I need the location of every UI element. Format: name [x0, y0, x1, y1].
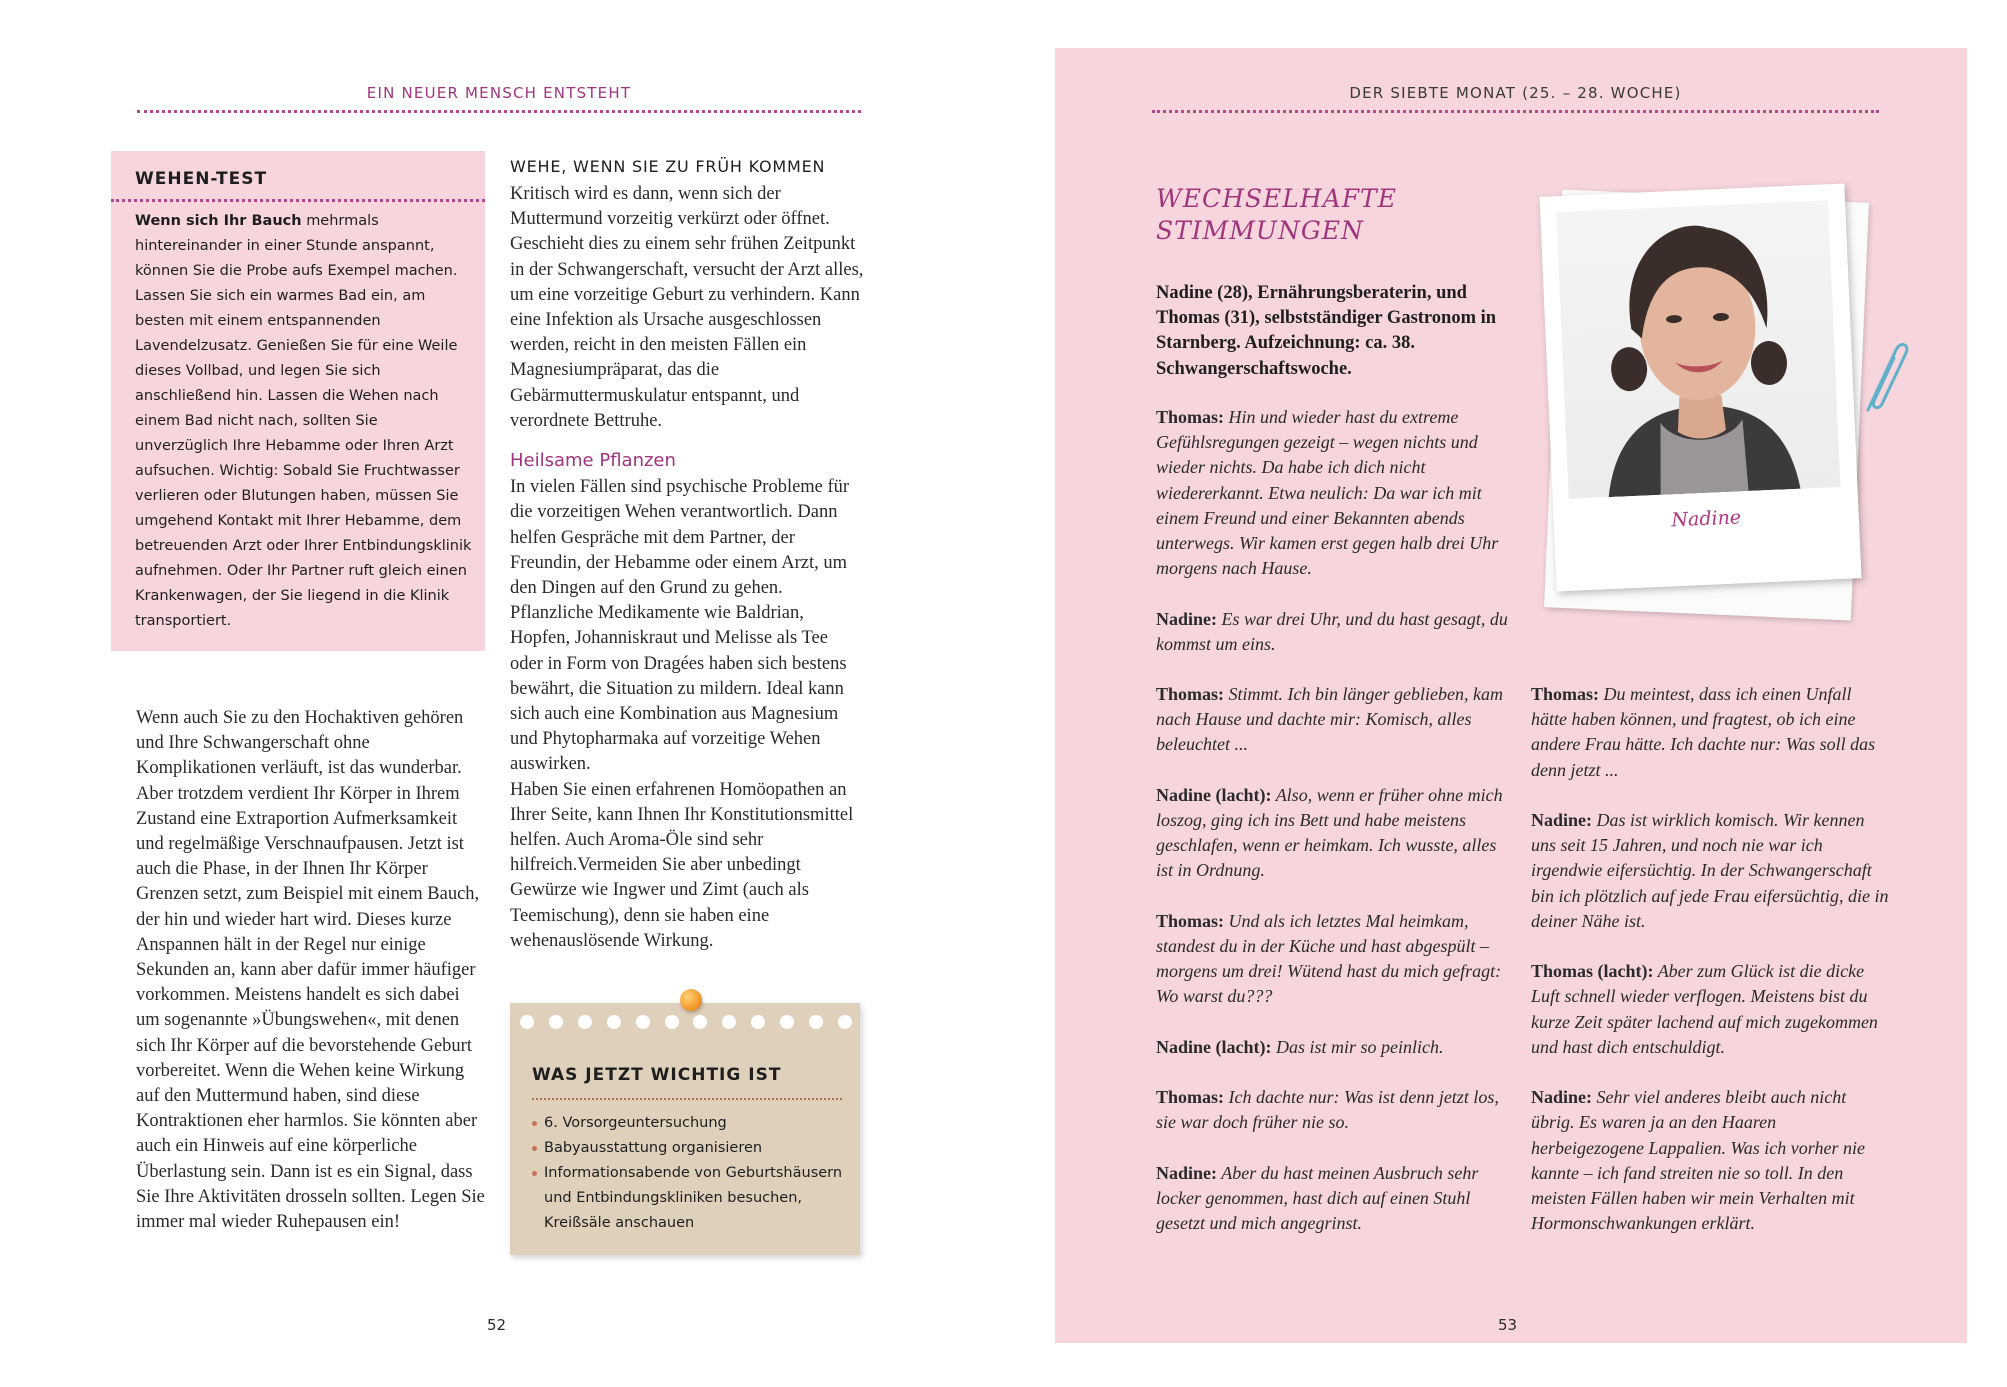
box-title: WEHEN-TEST: [135, 169, 268, 189]
dialog-entry: Nadine: Aber du hast meinen Ausbruch sehr locker genommen, hast dich auf einen Stuhl gesetzt und mich angegrinst.: [1156, 1162, 1479, 1234]
page-number-right: 53: [1498, 1316, 1518, 1334]
dialog-entry: Thomas: Und als ich letztes Mal heimkam, standest du in der Küche und hast abgespült – morgens um drei! Wütend hast du mich gefragt: Wo warst du???: [1156, 910, 1502, 1007]
note-list: [532, 1111, 852, 1236]
photo-caption: Nadine: [1670, 506, 1742, 532]
dialog-entry: Nadine: Sehr viel anderes bleibt auch nicht übrig. Es waren ja an den Haaren herbeigezogene Lappalien. Was ich vorher nie kannte – ich fand streiten nie so toll. In den meisten Fällen haben wir mein Verhalten mit Hormonschwankungen erklärt.: [1531, 1087, 1865, 1234]
section-heading-early-labor: WEHE, WENN SIE ZU FRÜH KOMMEN: [510, 157, 826, 176]
mid-column-text: [510, 182, 864, 954]
portrait-photo: [1556, 200, 1840, 499]
polaroid-photo: [1540, 184, 1862, 592]
header-divider-right: [1152, 110, 1879, 113]
todo-note: [510, 1003, 860, 1255]
wehen-test-box: [111, 151, 485, 651]
paperclip-icon: [1860, 338, 1910, 418]
note-title: WAS JETZT WICHTIG IST: [532, 1065, 782, 1085]
dialog-column-right: [1531, 682, 1891, 1262]
pushpin-icon: [680, 989, 702, 1011]
section-text-plants-2: Haben Sie einen erfahrenen Homöopathen an Ihrer Seite, kann Ihnen Ihr Konstitutionsmittel helfen. Auch Aroma-Öle sind sehr hilfreich.Vermeiden Sie aber unbedingt Gewürze wie Ingwer und Zimt (auch als Teemischung), denn sie haben eine wehenauslösende Wirkung.: [510, 779, 854, 951]
note-holes: [520, 1015, 852, 1029]
portrait-illustration: [1556, 200, 1840, 499]
dialog-entry: Nadine (lacht): Das ist mir so peinlich.: [1156, 1036, 1444, 1057]
running-head-right: DER SIEBTE MONAT (25. – 28. WOCHE): [1349, 84, 1682, 102]
dialog-entry: Nadine (lacht): Also, wenn er früher ohne mich loszog, ging ich ins Bett und habe meistens geschlafen, wenn er heimkam. Ich wusste, alles ist in Ordnung.: [1156, 784, 1503, 881]
dialog-entry: Thomas (lacht): Aber zum Glück ist die dicke Luft schnell wieder verflogen. Meistens bist du kurze Zeit später lachend auf mich zugekommen und hast dich entschuldigt.: [1531, 961, 1878, 1057]
section-text-early-labor: Kritisch wird es dann, wenn sich der Muttermund vorzeitig verkürzt oder öffnet. Geschieht dies zu einem sehr frühen Zeitpunkt in der Schwangerschaft, versucht der Arzt alles, um eine vorzeitige Geburt zu verhindern. Kann eine Infektion als Ursache ausgeschlossen werden, reicht in den meisten Fällen ein Magnesiumpräparat, das die Gebärmuttermuskulatur entspannt, und verordnete Bettruhe.: [510, 184, 864, 431]
dialog-entry: Nadine: Es war drei Uhr, und du hast gesagt, du kommst um eins.: [1156, 608, 1508, 654]
dialog-entry: Thomas: Stimmt. Ich bin länger geblieben, kam nach Hause und dachte mir: Komisch, alles beleuchtet ...: [1156, 684, 1503, 755]
box-body: mehrmals hintereinander in einer Stunde anspannt, können Sie die Probe aufs Exempel machen. Lassen Sie sich ein warmes Bad ein, am besten mit einem entspannenden Lavendelzusatz. Genießen Sie für eine Weile dieses Vollbad, und legen Sie sich anschließend hin. Lassen die Wehen nach einem Bad nicht nach, sollten Sie unverzüglich Ihre Hebamme oder Ihren Arzt aufsuchen. Wichtig: Sobald Sie Fruchtwasser verlieren oder Blutungen haben, müssen Sie umgehend Kontakt mit Ihrer Hebamme, dem betreuenden Arzt oder Ihrer Entbindungsklinik aufnehmen. Oder Ihr Partner ruft gleich einen Krankenwagen, der Sie liegend in die Klinik transportiert.: [135, 213, 472, 629]
section-text-plants: In vielen Fällen sind psychische Probleme für die vorzeitigen Wehen verantwortlich. Dann helfen Gespräche mit dem Partner, der Freundin, der Hebamme oder einem Arzt, um den Dingen auf den Grund zu gehen. Pflanzliche Medikamente wie Baldrian, Hopfen, Johanniskraut und Melisse als Tee oder in Form von Dragées haben sich bestens bewährt, die Situation zu mildern. Ideal kann sich auch eine Kombination aus Magnesium und Phytopharmaka auf vorzeitige Wehen auswirken.: [510, 477, 850, 775]
dialog-entry: Thomas: Ich dachte nur: Was ist denn jetzt los, sie war doch früher nie so.: [1156, 1087, 1499, 1133]
note-divider: [532, 1098, 842, 1100]
interview-intro: Nadine (28), Ernährungsberaterin, und Thomas (31), selbstständiger Gastronom in Starnberg. Aufzeichnung: ca. 38. Schwangerschaftswoche.: [1156, 283, 1497, 379]
title-line-1: WECHSELHAFTE: [1156, 184, 1397, 213]
dialog-column-left: [1156, 682, 1516, 1262]
note-item: Babyausstattung organisieren: [532, 1136, 852, 1161]
box-divider: [111, 199, 485, 202]
box-lead: Wenn sich Ihr Bauch: [135, 213, 302, 229]
note-item: Informationsabende von Geburtshäusern und Entbindungskliniken besuchen, Kreißsäle anschauen: [532, 1161, 852, 1236]
dialog-entry: Nadine: Das ist wirklich komisch. Wir kennen uns seit 15 Jahren, und noch nie war ich irgendwie eifersüchtig. In der Schwangerschaft bin ich plötzlich auf jede Frau eifersüchtig, die in deiner Nähe ist.: [1531, 810, 1889, 931]
dialog-entry: Thomas: Hin und wieder hast du extreme Gefühlsregungen gezeigt – wegen nichts und wieder nichts. Da habe ich dich nicht wiedererkannt. Etwa neulich: Da war ich mit einem Freund und einer Bekannten abends unterwegs. Wir kamen erst gegen halb drei Uhr morgens nach Hause.: [1156, 407, 1499, 579]
interview-title: [1156, 183, 1397, 247]
title-line-2: STIMMUNGEN: [1156, 216, 1364, 245]
dialog-entry: Thomas: Du meintest, dass ich einen Unfall hätte haben können, und fragtest, ob ich eine andere Frau hätte. Ich dachte nur: Was soll das denn jetzt ...: [1531, 684, 1876, 780]
box-text: [135, 209, 475, 634]
section-heading-plants: Heilsame Pflanzen: [510, 450, 676, 472]
page-number-left: 52: [487, 1316, 507, 1334]
header-divider-left: [137, 110, 861, 113]
note-item: 6. Vorsorgeuntersuchung: [532, 1111, 852, 1136]
right-page: [1055, 48, 1967, 1343]
running-head-left: EIN NEUER MENSCH ENTSTEHT: [366, 84, 632, 102]
intro-paragraph: Wenn auch Sie zu den Hochaktiven gehören und Ihre Schwangerschaft ohne Komplikationen verläuft, ist das wunderbar. Aber trotzdem verdient Ihr Körper in Ihrem Zustand eine Extraportion Aufmerksamkeit und regelmäßige Verschnaufpausen. Jetzt ist auch die Phase, in der Ihnen Ihr Körper Grenzen setzt, zum Beispiel mit einem Bauch, der hin und wieder hart wird. Dieses kurze Anspannen hält in der Regel nur einige Sekunden an, kann aber dafür immer häufiger vorkommen. Meistens handelt es sich dabei um sogenannte »Übungswehen«, mit denen sich Ihr Körper auf die bevorstehende Geburt vorbereitet. Wenn die Wehen keine Wirkung auf den Muttermund haben, sind diese Kontraktionen eher harmlos. Sie könnten aber auch ein Hinweis auf eine körperliche Überlastung sein. Dann ist es ein Signal, dass Sie Ihre Aktivitäten drosseln sollten. Legen Sie immer mal wieder Ruhepausen ein!: [136, 708, 485, 1233]
dialog-column-top: [1156, 405, 1516, 682]
